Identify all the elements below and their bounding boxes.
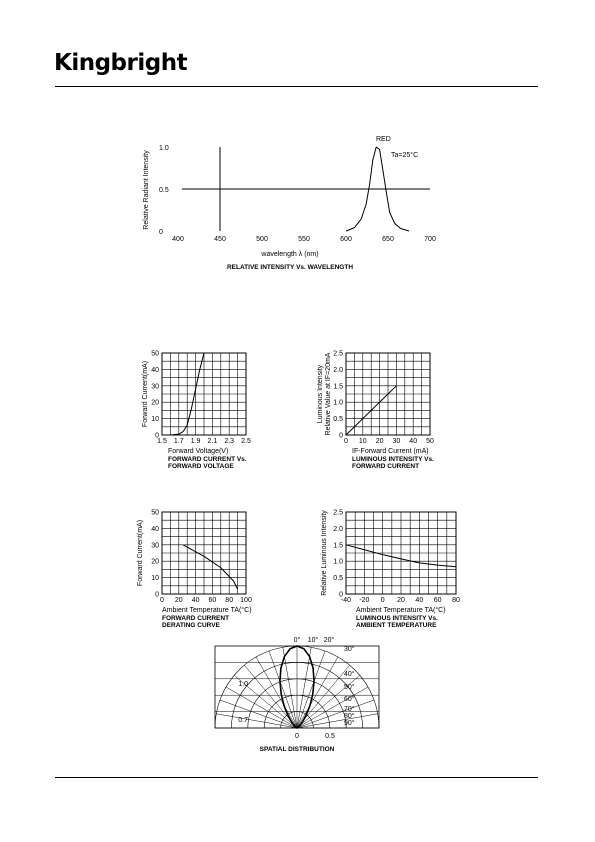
spectrum-ylabel: Relative Radiant Intensity: [143, 150, 150, 230]
lum-temp-y-tick: 2.0: [333, 525, 343, 533]
iv-y-tick: 50: [151, 350, 159, 358]
lum-current-caption: LUMINOUS INTENSITY Vs.: [352, 456, 434, 463]
derating-ylabel: Forward Current(mA): [137, 519, 144, 587]
spatial-angle-label: 20°: [323, 637, 335, 644]
spectrum-caption: RELATIVE INTENSITY Vs. WAVELENGTH: [226, 264, 354, 271]
spatial-angle-label: 70°: [344, 706, 355, 713]
iv-x-tick: 1.7: [173, 438, 184, 445]
derating-y-tick: 10: [151, 575, 159, 583]
lum-current-ylabel: Relative Value at IF=20mA: [325, 352, 332, 436]
spatial-caption: SPATIAL DISTRIBUTION: [259, 746, 335, 753]
spectrum-y-tick: 0: [159, 229, 163, 236]
iv-x-tick: 1.9: [190, 438, 201, 445]
spectrum-y-tick: 0.5: [159, 187, 169, 194]
derating-y-tick: 40: [151, 525, 159, 533]
iv-ylabel: Forward Current(mA): [142, 360, 149, 428]
lum-temp-x-tick: 80: [452, 597, 460, 604]
spectrum-x-tick: 650: [382, 236, 394, 243]
spatial-angle-label: 50°: [344, 684, 355, 691]
lum-temp-x-tick: 0: [380, 597, 385, 604]
iv-caption: FORWARD VOLTAGE: [168, 463, 234, 470]
derating-x-tick: 40: [191, 597, 200, 604]
spectrum-x-tick: 400: [172, 236, 184, 243]
derating-caption: DERATING CURVE: [162, 622, 220, 629]
lum-temp-x-tick: -20: [359, 597, 370, 604]
lum-current-y-tick: 0: [339, 432, 343, 440]
spatial-radial-label: 1.0: [238, 681, 248, 688]
spatial-bottom-label: 0.5: [325, 733, 335, 740]
spatial-angle-label: 80°: [344, 713, 355, 720]
lum-current-ylabel: Luminous Intensity: [317, 364, 324, 424]
lum-temp-y-tick: 1.5: [333, 542, 343, 550]
lum-current-y-tick: 2.0: [333, 366, 343, 374]
brand-logo: Kingbright: [54, 50, 188, 76]
spectrum-x-tick: 450: [214, 236, 226, 243]
lum-current-caption: FORWARD CURRENT: [352, 463, 420, 470]
lum-current-y-tick: 2.5: [333, 350, 343, 358]
lum-temp-caption: LUMINOUS INTENSITY Vs.: [356, 615, 438, 622]
lum-temp-xlabel: Ambient Temperature TA(°C): [356, 607, 446, 614]
lum-current-x-tick: 50: [426, 438, 434, 445]
lum-temp-x-tick: 40: [415, 597, 424, 604]
lum-temp-y-tick: 0: [339, 591, 343, 599]
iv-caption: FORWARD CURRENT Vs.: [168, 456, 247, 463]
iv-y-tick: 10: [151, 416, 159, 424]
iv-x-tick: 2.3: [224, 438, 235, 445]
lum-current-x-tick: 40: [409, 438, 418, 445]
derating-caption: FORWARD CURRENT: [162, 615, 230, 622]
derating-x-tick: 60: [208, 597, 217, 604]
derating-y-tick: 30: [151, 542, 159, 550]
spatial-angle-label: 40°: [344, 671, 355, 678]
spectrum-x-tick: 500: [256, 236, 268, 243]
lum-current-x-tick: 10: [358, 438, 367, 445]
iv-y-tick: 40: [151, 366, 159, 374]
lum-current-y-tick: 1.5: [333, 383, 343, 391]
lum-current-x-tick: 0: [344, 438, 348, 445]
derating-xlabel: Ambient Temperature TA(°C): [162, 607, 252, 614]
lum-temp-x-tick: 60: [433, 597, 442, 604]
lum-temp-caption: AMBIENT TEMPERATURE: [356, 622, 437, 629]
iv-y-tick: 30: [151, 383, 159, 391]
lum-temp-y-tick: 1.0: [333, 558, 343, 566]
spectrum-x-tick: 700: [424, 236, 436, 243]
lum-current-y-tick: 1.0: [333, 399, 343, 407]
iv-xlabel: Forward Voltage(V): [168, 448, 229, 455]
derating-y-tick: 20: [151, 558, 159, 566]
lum-current-y-tick: 0.5: [333, 416, 343, 424]
spectrum-y-tick: 1.0: [159, 145, 169, 152]
derating-x-tick: 80: [225, 597, 234, 604]
spectrum-x-tick: 550: [298, 236, 310, 243]
iv-x-tick: 2.5: [241, 438, 251, 445]
iv-y-tick: 20: [151, 399, 159, 407]
derating-y-tick: 0: [155, 591, 159, 599]
derating-y-tick: 50: [151, 509, 159, 517]
spatial-radial-label: 0.7: [238, 717, 248, 724]
lum-temp-x-tick: 20: [397, 597, 405, 604]
spatial-angle-label: 60°: [344, 696, 355, 703]
spatial-angle-label: 10°: [307, 637, 319, 644]
iv-x-tick: 1.5: [157, 438, 167, 445]
lum-temp-y-tick: 0.5: [333, 575, 343, 583]
spatial-angle-label: 30°: [344, 646, 355, 653]
derating-x-tick: 100: [240, 597, 252, 604]
spectrum-annotation-temp: Ta=25°C: [391, 152, 419, 159]
spectrum-annotation-red: RED: [376, 136, 391, 143]
spatial-angle-label: 90°: [344, 720, 355, 727]
spatial-angle-label: 0°: [293, 637, 301, 644]
lum-current-x-tick: 20: [375, 438, 384, 445]
iv-y-tick: 0: [155, 432, 159, 440]
iv-x-tick: 2.1: [207, 438, 218, 445]
spatial-bottom-label: 0: [295, 733, 299, 740]
spectrum-xlabel: wavelength λ (nm): [261, 251, 319, 258]
derating-x-tick: 0: [160, 597, 164, 604]
lum-current-x-tick: 30: [392, 438, 401, 445]
lum-temp-ylabel: Relative Luminous Intensity: [321, 510, 328, 596]
spectrum-x-tick: 600: [340, 236, 352, 243]
derating-x-tick: 20: [174, 597, 183, 604]
lum-temp-x-tick: -40: [340, 597, 352, 604]
lum-temp-y-tick: 2.5: [333, 509, 343, 517]
lum-current-xlabel: IF-Forward Current (mA): [352, 448, 429, 455]
